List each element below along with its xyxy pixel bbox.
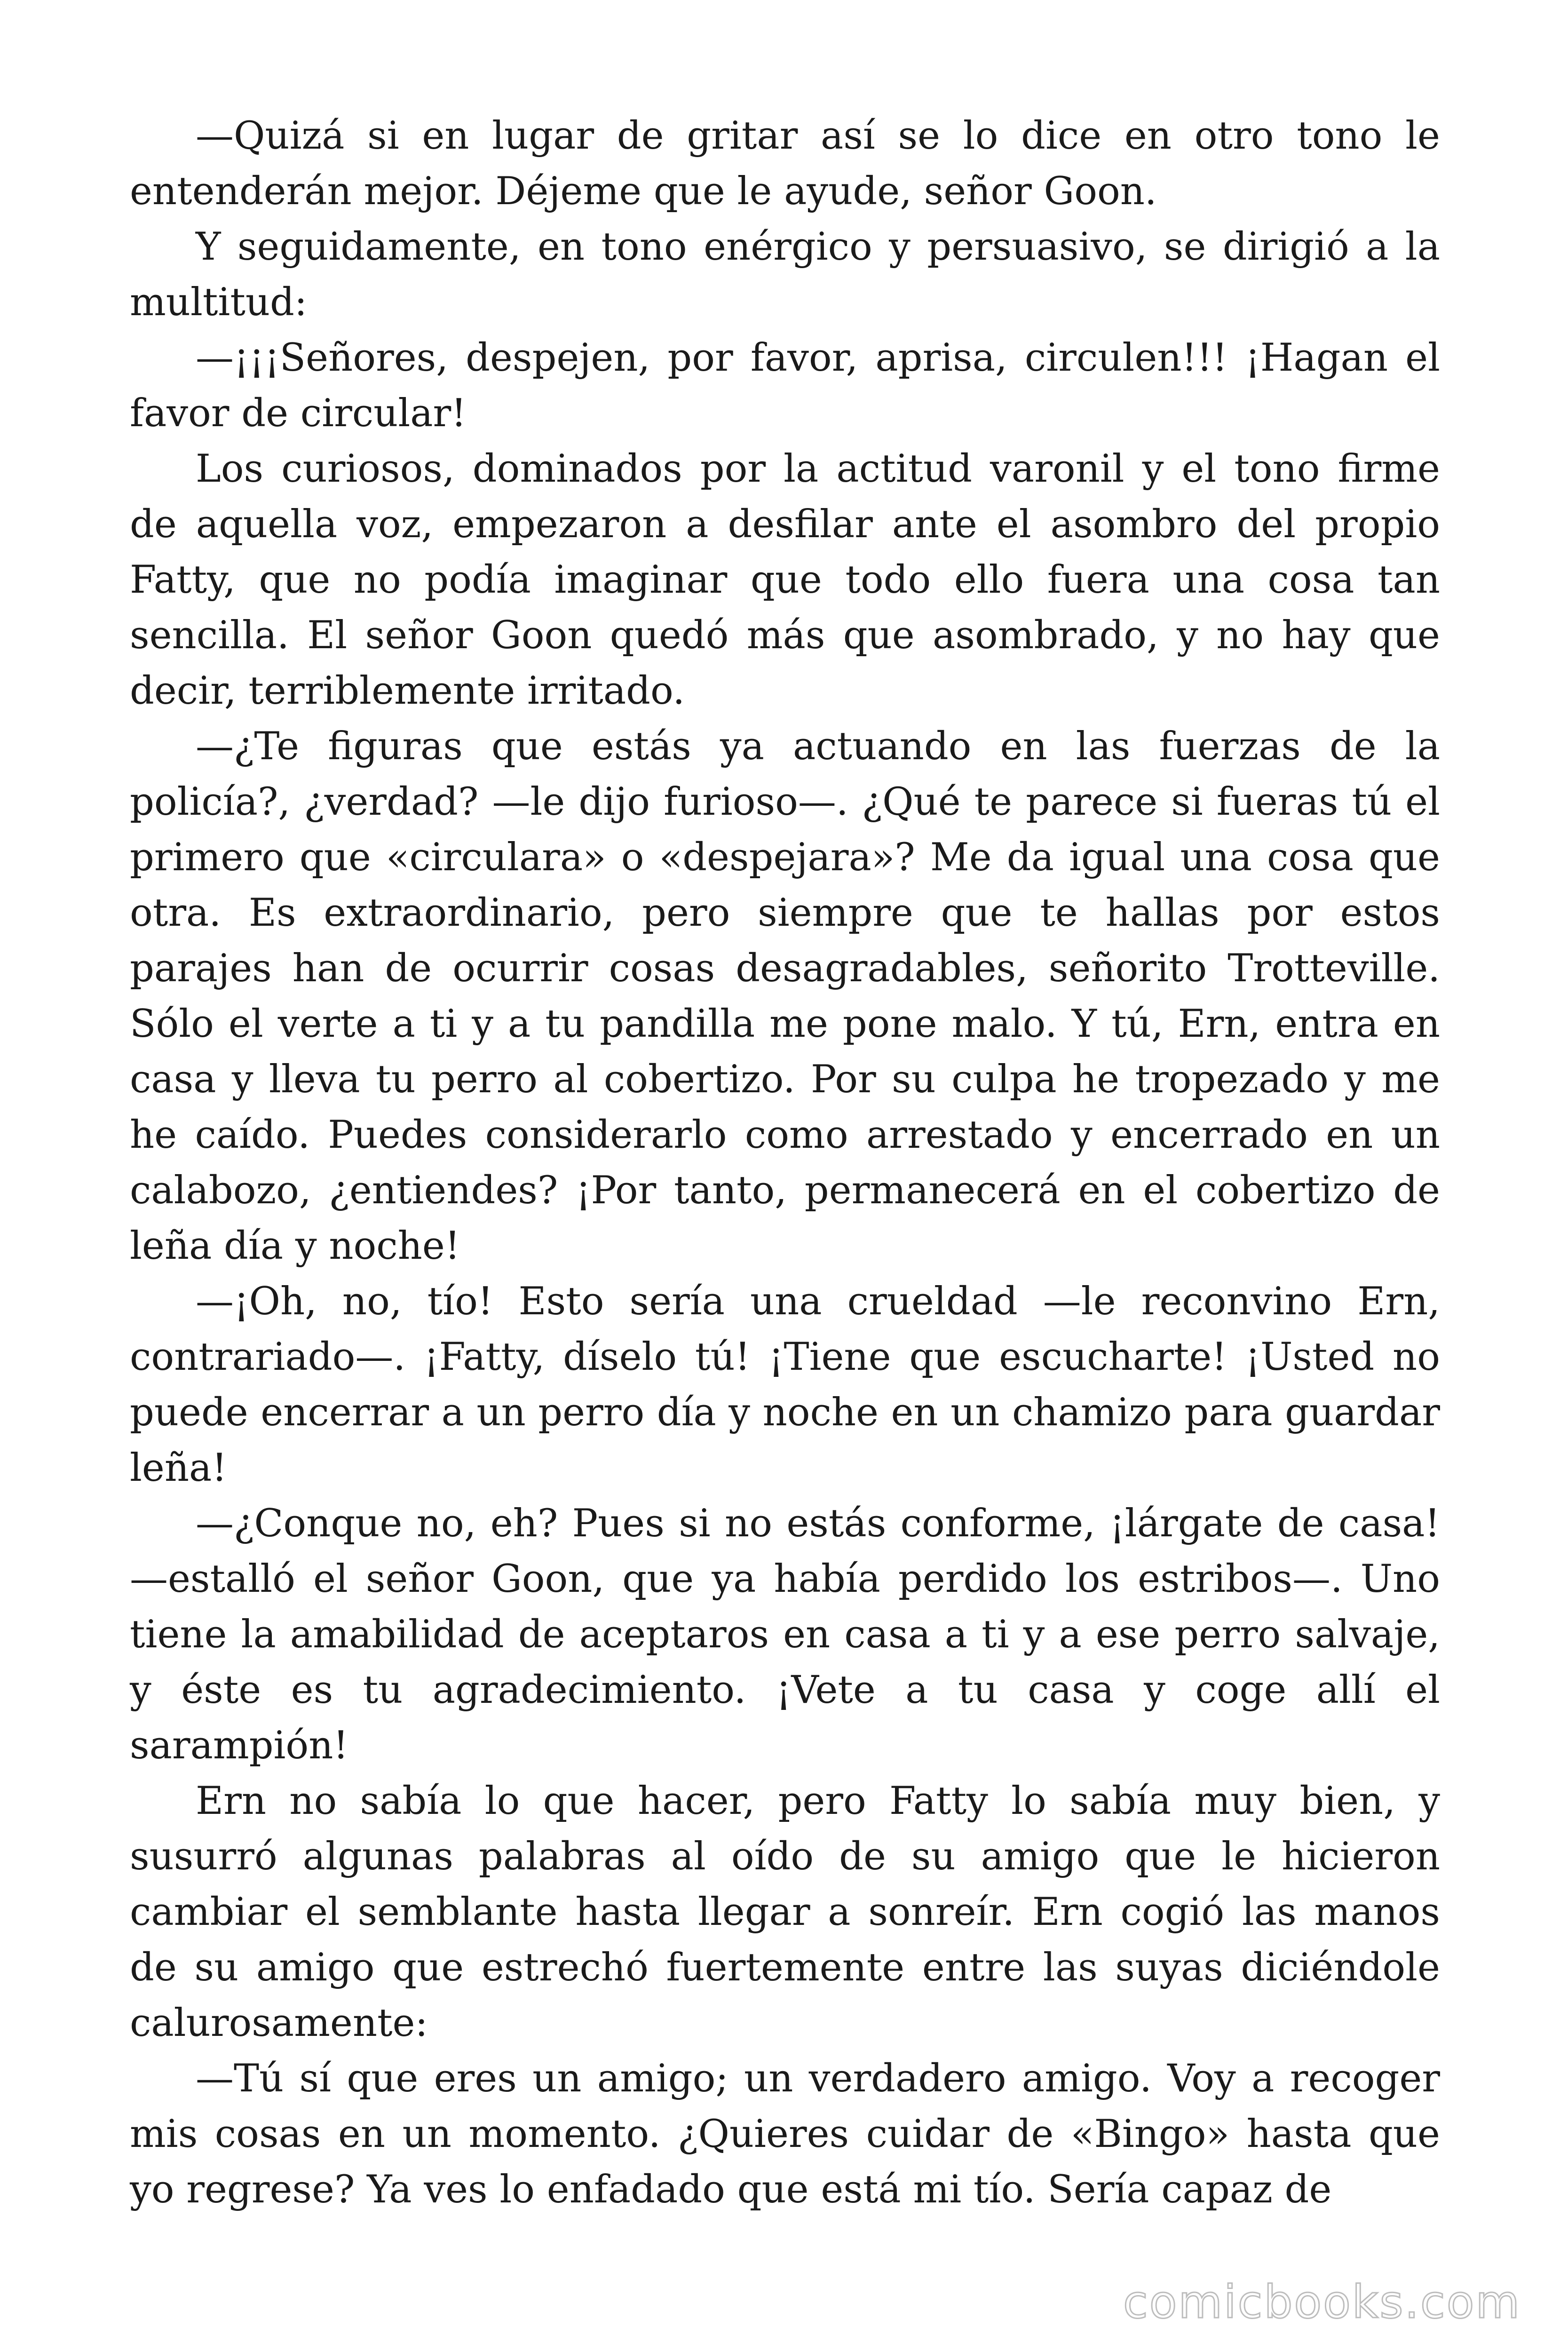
paragraph: Los curiosos, dominados por la actitud varonil y el tono firme de aquella voz, empezaron a desfilar ante el asombro del propio Fatty, que no podía imaginar que todo ello fuera una cosa tan sencilla. El señor Goon quedó más que asombrado, y no hay que decir, terriblemente irritado. — [130, 447, 1440, 713]
paragraph: Ern no sabía lo que hacer, pero Fatty lo sabía muy bien, y susurró algunas palabras al oído de su amigo que le hicieron cambiar el semblante hasta llegar a sonreír. Ern cogió las manos de su amigo que estrechó fuertemente entre las suyas diciéndole calurosamente: — [130, 1779, 1440, 2045]
page-text — [130, 108, 1440, 2211]
paragraph: —¿Te figuras que estás ya actuando en las fuerzas de la policía?, ¿verdad? —le dijo furioso—. ¿Qué te parece si fueras tú el primero que «circulara» o «despejara»? Me da igual una cosa que otra. Es extraordinario, pero siempre que te hallas por estos parajes han de ocurrir cosas desagradables, señorito Trotteville. Sólo el verte a ti y a tu pandilla me pone malo. Y tú, Ern, entra en casa y lleva tu perro al cobertizo. Por su culpa he tropezado y me he caído. Puedes considerarlo como arrestado y encerrado en un calabozo, ¿entiendes? ¡Por tanto, permanecerá en el cobertizo de leña día y noche! — [130, 724, 1440, 1268]
paragraph: —¡Oh, no, tío! Esto sería una crueldad —le reconvino Ern, contrariado—. ¡Fatty, díselo tú! ¡Tiene que escucharte! ¡Usted no puede encerrar a un perro día y noche en un chamizo para guardar leña! — [130, 1279, 1440, 1490]
paragraph: —Quizá si en lugar de gritar así se lo dice en otro tono le entenderán mejor. Déjeme que le ayude, señor Goon. — [130, 114, 1440, 214]
watermark: comicbooks.com — [1123, 2276, 1521, 2328]
paragraph: —Tú sí que eres un amigo; un verdadero amigo. Voy a recoger mis cosas en un momento. ¿Quieres cuidar de «Bingo» hasta que yo regrese? Ya ves lo enfadado que está mi tío. Sería capaz de — [130, 2057, 1440, 2212]
paragraph: —¡¡¡Señores, despejen, por favor, aprisa, circulen!!! ¡Hagan el favor de circular! — [130, 336, 1440, 436]
paragraph: —¿Conque no, eh? Pues si no estás conforme, ¡lárgate de casa! —estalló el señor Goon, que ya había perdido los estribos—. Uno tiene la amabilidad de aceptaros en casa a ti y a ese perro salvaje, y éste es tu agradecimiento. ¡Vete a tu casa y coge allí el sarampión! — [130, 1502, 1440, 1768]
paragraph: Y seguidamente, en tono enérgico y persuasivo, se dirigió a la multitud: — [130, 225, 1440, 325]
